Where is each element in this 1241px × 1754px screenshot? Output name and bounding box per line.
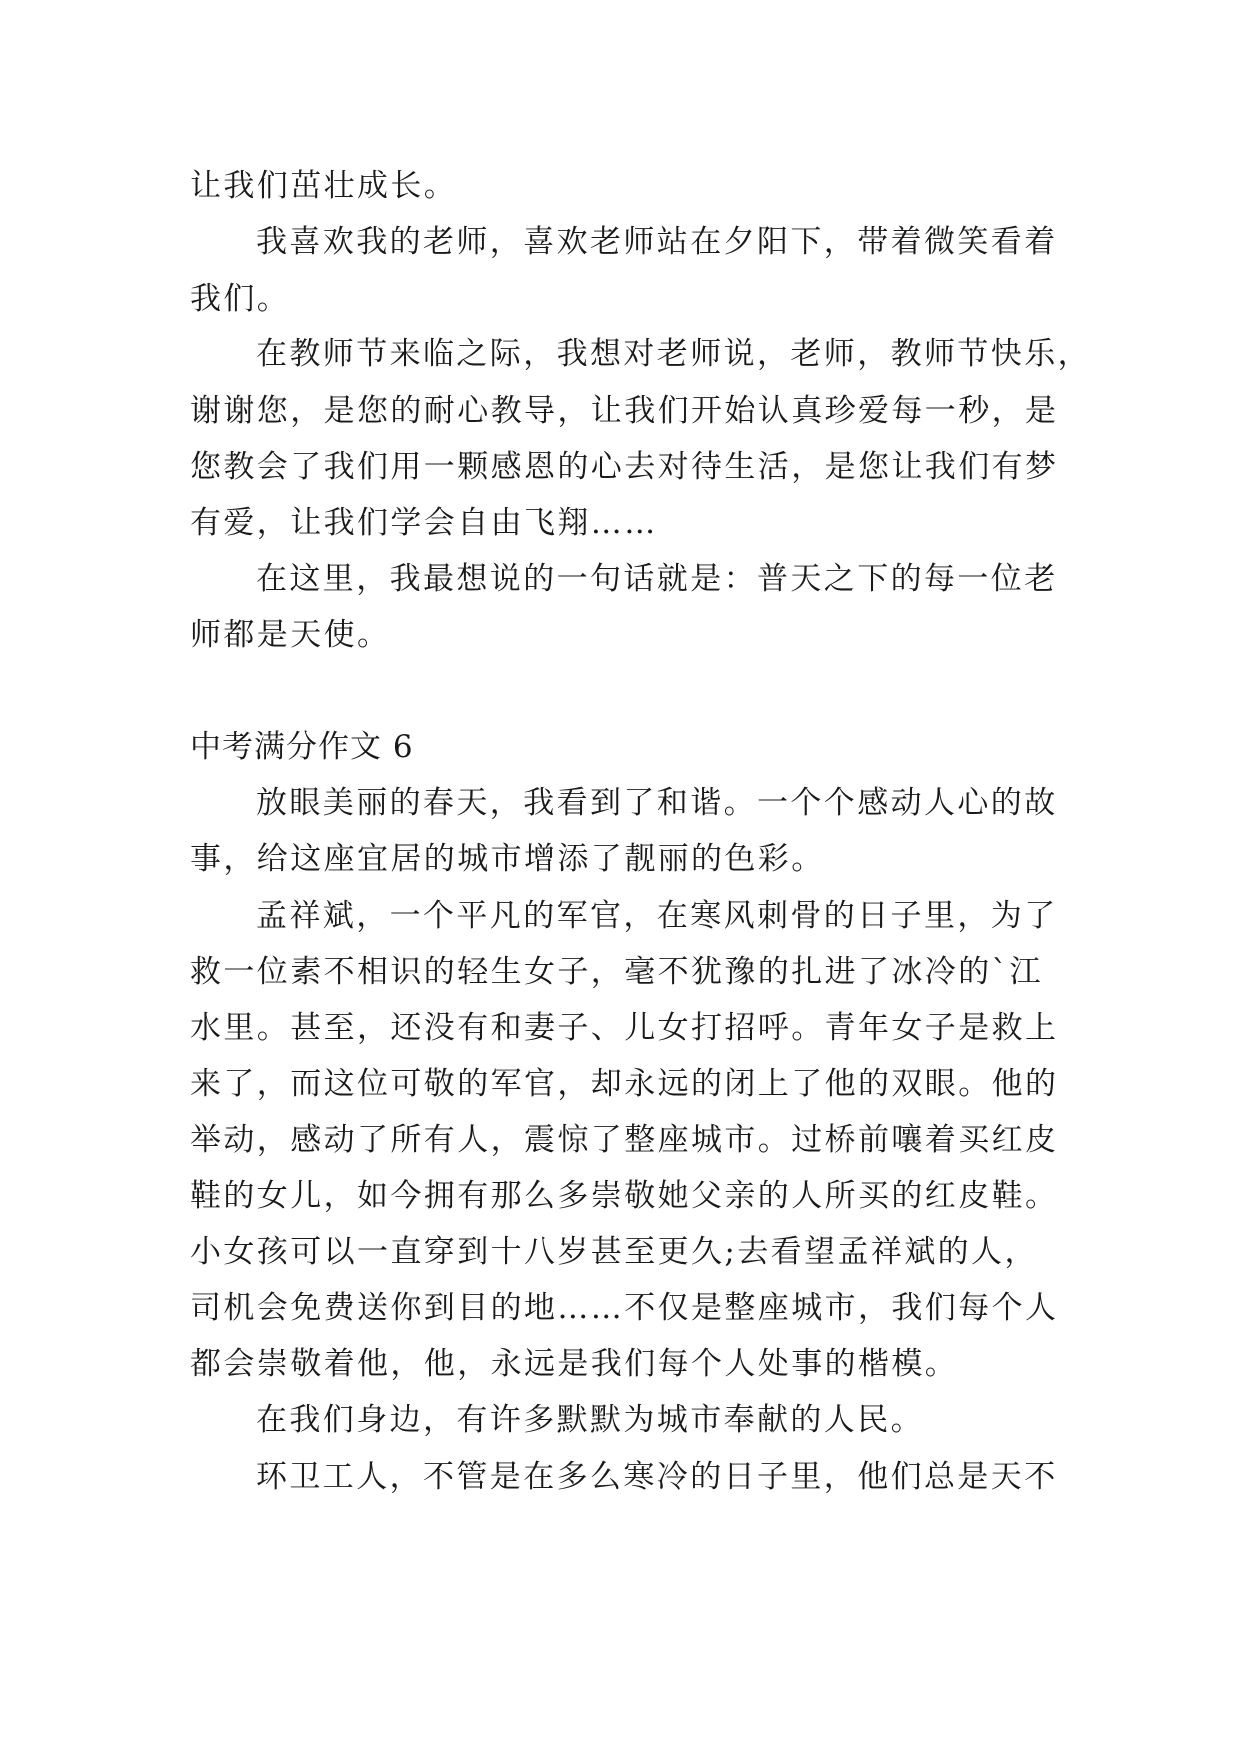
paragraph-start-line: 在这里，我最想说的一句话就是：普天之下的每一位老 [256, 561, 1058, 597]
paragraph-start-line: 我喜欢我的老师，喜欢老师站在夕阳下，带着微笑看着 [256, 224, 1058, 260]
text-line: 都会崇敬着他，他，永远是我们每个人处事的楷模。 [190, 1346, 959, 1382]
text-line: 事，给这座宜居的城市增添了靓丽的色彩。 [190, 841, 825, 877]
text-line: 司机会免费送你到目的地……不仅是整座城市，我们每个人 [190, 1290, 1059, 1326]
text-line: 我们。 [190, 281, 291, 317]
text-line: 谢谢您，是您的耐心教导，让我们开始认真珍爱每一秒，是 [190, 393, 1059, 429]
paragraph-start-line: 孟祥斌，一个平凡的军官，在寒风刺骨的日子里，为了 [256, 898, 1058, 934]
section-heading: 中考满分作文 6 [190, 729, 414, 765]
text-line: 鞋的女儿，如今拥有那么多崇敬她父亲的人所买的红皮鞋。 [190, 1178, 1059, 1214]
text-line: 小女孩可以一直穿到十八岁甚至更久;去看望孟祥斌的人， [190, 1234, 1038, 1270]
text-line: 师都是天使。 [190, 617, 391, 653]
paragraph-start-line: 在我们身边，有许多默默为城市奉献的人民。 [256, 1402, 924, 1438]
text-line: 有爱，让我们学会自由飞翔…… [190, 505, 658, 541]
text-line: 您教会了我们用一颗感恩的心去对待生活，是您让我们有梦 [190, 449, 1059, 485]
text-line: 救一位素不相识的轻生女子，毫不犹豫的扎进了冰冷的`江 [190, 954, 1043, 990]
text-line: 让我们茁壮成长。 [190, 168, 458, 204]
text-line: 来了，而这位可敬的军官，却永远的闭上了他的双眼。他的 [190, 1066, 1059, 1102]
paragraph-start-line: 放眼美丽的春天，我看到了和谐。一个个感动人心的故 [256, 785, 1058, 821]
paragraph-start-line: 在教师节来临之际，我想对老师说，老师，教师节快乐， [256, 336, 1091, 372]
text-line: 举动，感动了所有人，震惊了整座城市。过桥前嚷着买红皮 [190, 1122, 1059, 1158]
paragraph-start-line: 环卫工人，不管是在多么寒冷的日子里，他们总是天不 [256, 1459, 1058, 1495]
text-line: 水里。甚至，还没有和妻子、儿女打招呼。青年女子是救上 [190, 1010, 1059, 1046]
